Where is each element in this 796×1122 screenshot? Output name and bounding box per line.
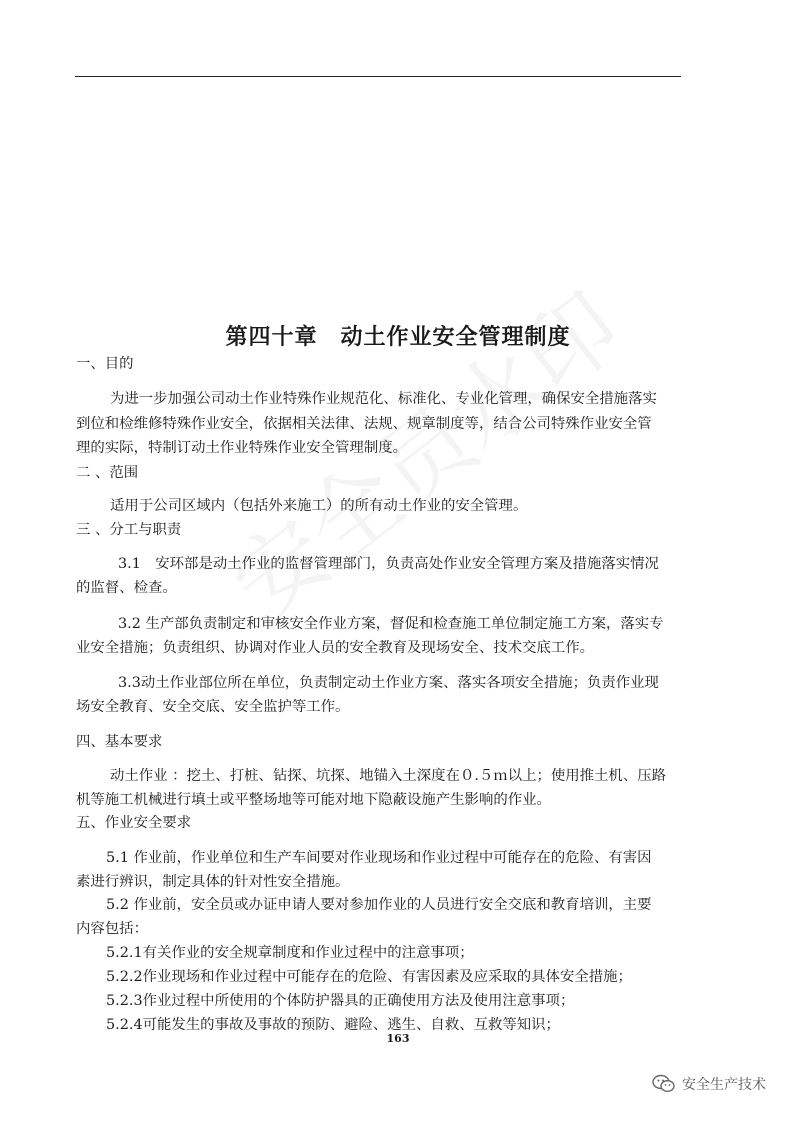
section-heading-requirements: 四、基本要求 (76, 734, 163, 750)
paragraph-line: 5.1 作业前，作业单位和生产车间要对作业现场和作业过程中可能存在的危险、有害因 (106, 850, 652, 866)
paragraph-line: 机等施工机械进行填土或平整场地等可能对地下隐蔽设施产生影响的作业。 (76, 792, 551, 808)
list-item: 5.2.4可能发生的事故及事故的预防、避险、逃生、自救、互救等知识； (106, 1017, 560, 1033)
paragraph-line: 为进一步加强公司动土作业特殊作业规范化、标准化、专业化管理，确保安全措施落实 (110, 391, 657, 407)
paragraph-line: 的监督、检查。 (76, 580, 177, 596)
section-heading-duties: 三 、分工与职责 (76, 522, 182, 538)
paragraph-line: 业安全措施；负责组织、协调对作业人员的安全教育及现场安全、技术交底工作。 (76, 640, 595, 656)
list-item: 5.2.3作业过程中所使用的个体防护器具的正确使用方法及使用注意事项； (106, 993, 575, 1009)
header-rule (75, 76, 681, 77)
paragraph-line: 素进行辨识，制定具体的针对性安全措施。 (76, 874, 350, 890)
section-heading-safety: 五、作业安全要求 (76, 815, 192, 831)
section-heading-purpose: 一、目的 (76, 356, 134, 372)
paragraph-line: 3.2 生产部负责制定和审核安全作业方案，督促和检查施工单位制定施工方案，落实专 (118, 616, 664, 632)
footer-brand[interactable] (652, 1074, 766, 1094)
footer-brand-label: 安全生产技术 (682, 1077, 766, 1093)
paragraph-line: 到位和检维修特殊作业安全，依据相关法律、法规、规章制度等，结合公司特殊作业安全管 (76, 416, 652, 432)
paragraph-line: 动土作业 ：挖土、打桩、钻探、坑探、地锚入土深度在０.５ｍ以上；使用推土机、压路 (110, 768, 666, 784)
chapter-title: 第四十章 动土作业安全管理制度 (225, 324, 571, 350)
page-number: 163 (386, 1032, 410, 1045)
paragraph-line: 5.2 作业前，安全员或办证申请人要对参加作业的人员进行安全交底和教育培训，主要 (106, 897, 652, 913)
paragraph-line: 3.3动土作业部位所在单位，负责制定动土作业方案、落实各项安全措施；负责作业现 (118, 675, 659, 691)
paragraph-line: 理的实际，特制订动土作业特殊作业安全管理制度。 (76, 440, 407, 456)
list-item: 5.2.1有关作业的安全规章制度和作业过程中的注意事项； (106, 945, 474, 961)
paragraph-line: 3.1 安环部是动土作业的监督管理部门，负责高处作业安全管理方案及措施落实情况 (118, 556, 659, 572)
list-item: 5.2.2作业现场和作业过程中可能存在的危险、有害因素及应采取的具体安全措施； (106, 969, 632, 985)
paragraph-line: 适用于公司区域内（包括外来施工）的所有动土作业的安全管理。 (110, 498, 528, 514)
paragraph-line: 场安全教育、安全交底、安全监护等工作。 (76, 699, 350, 715)
paragraph-line: 内容包括： (76, 921, 148, 937)
wechat-icon (652, 1074, 676, 1094)
section-heading-scope: 二 、范围 (76, 465, 139, 481)
